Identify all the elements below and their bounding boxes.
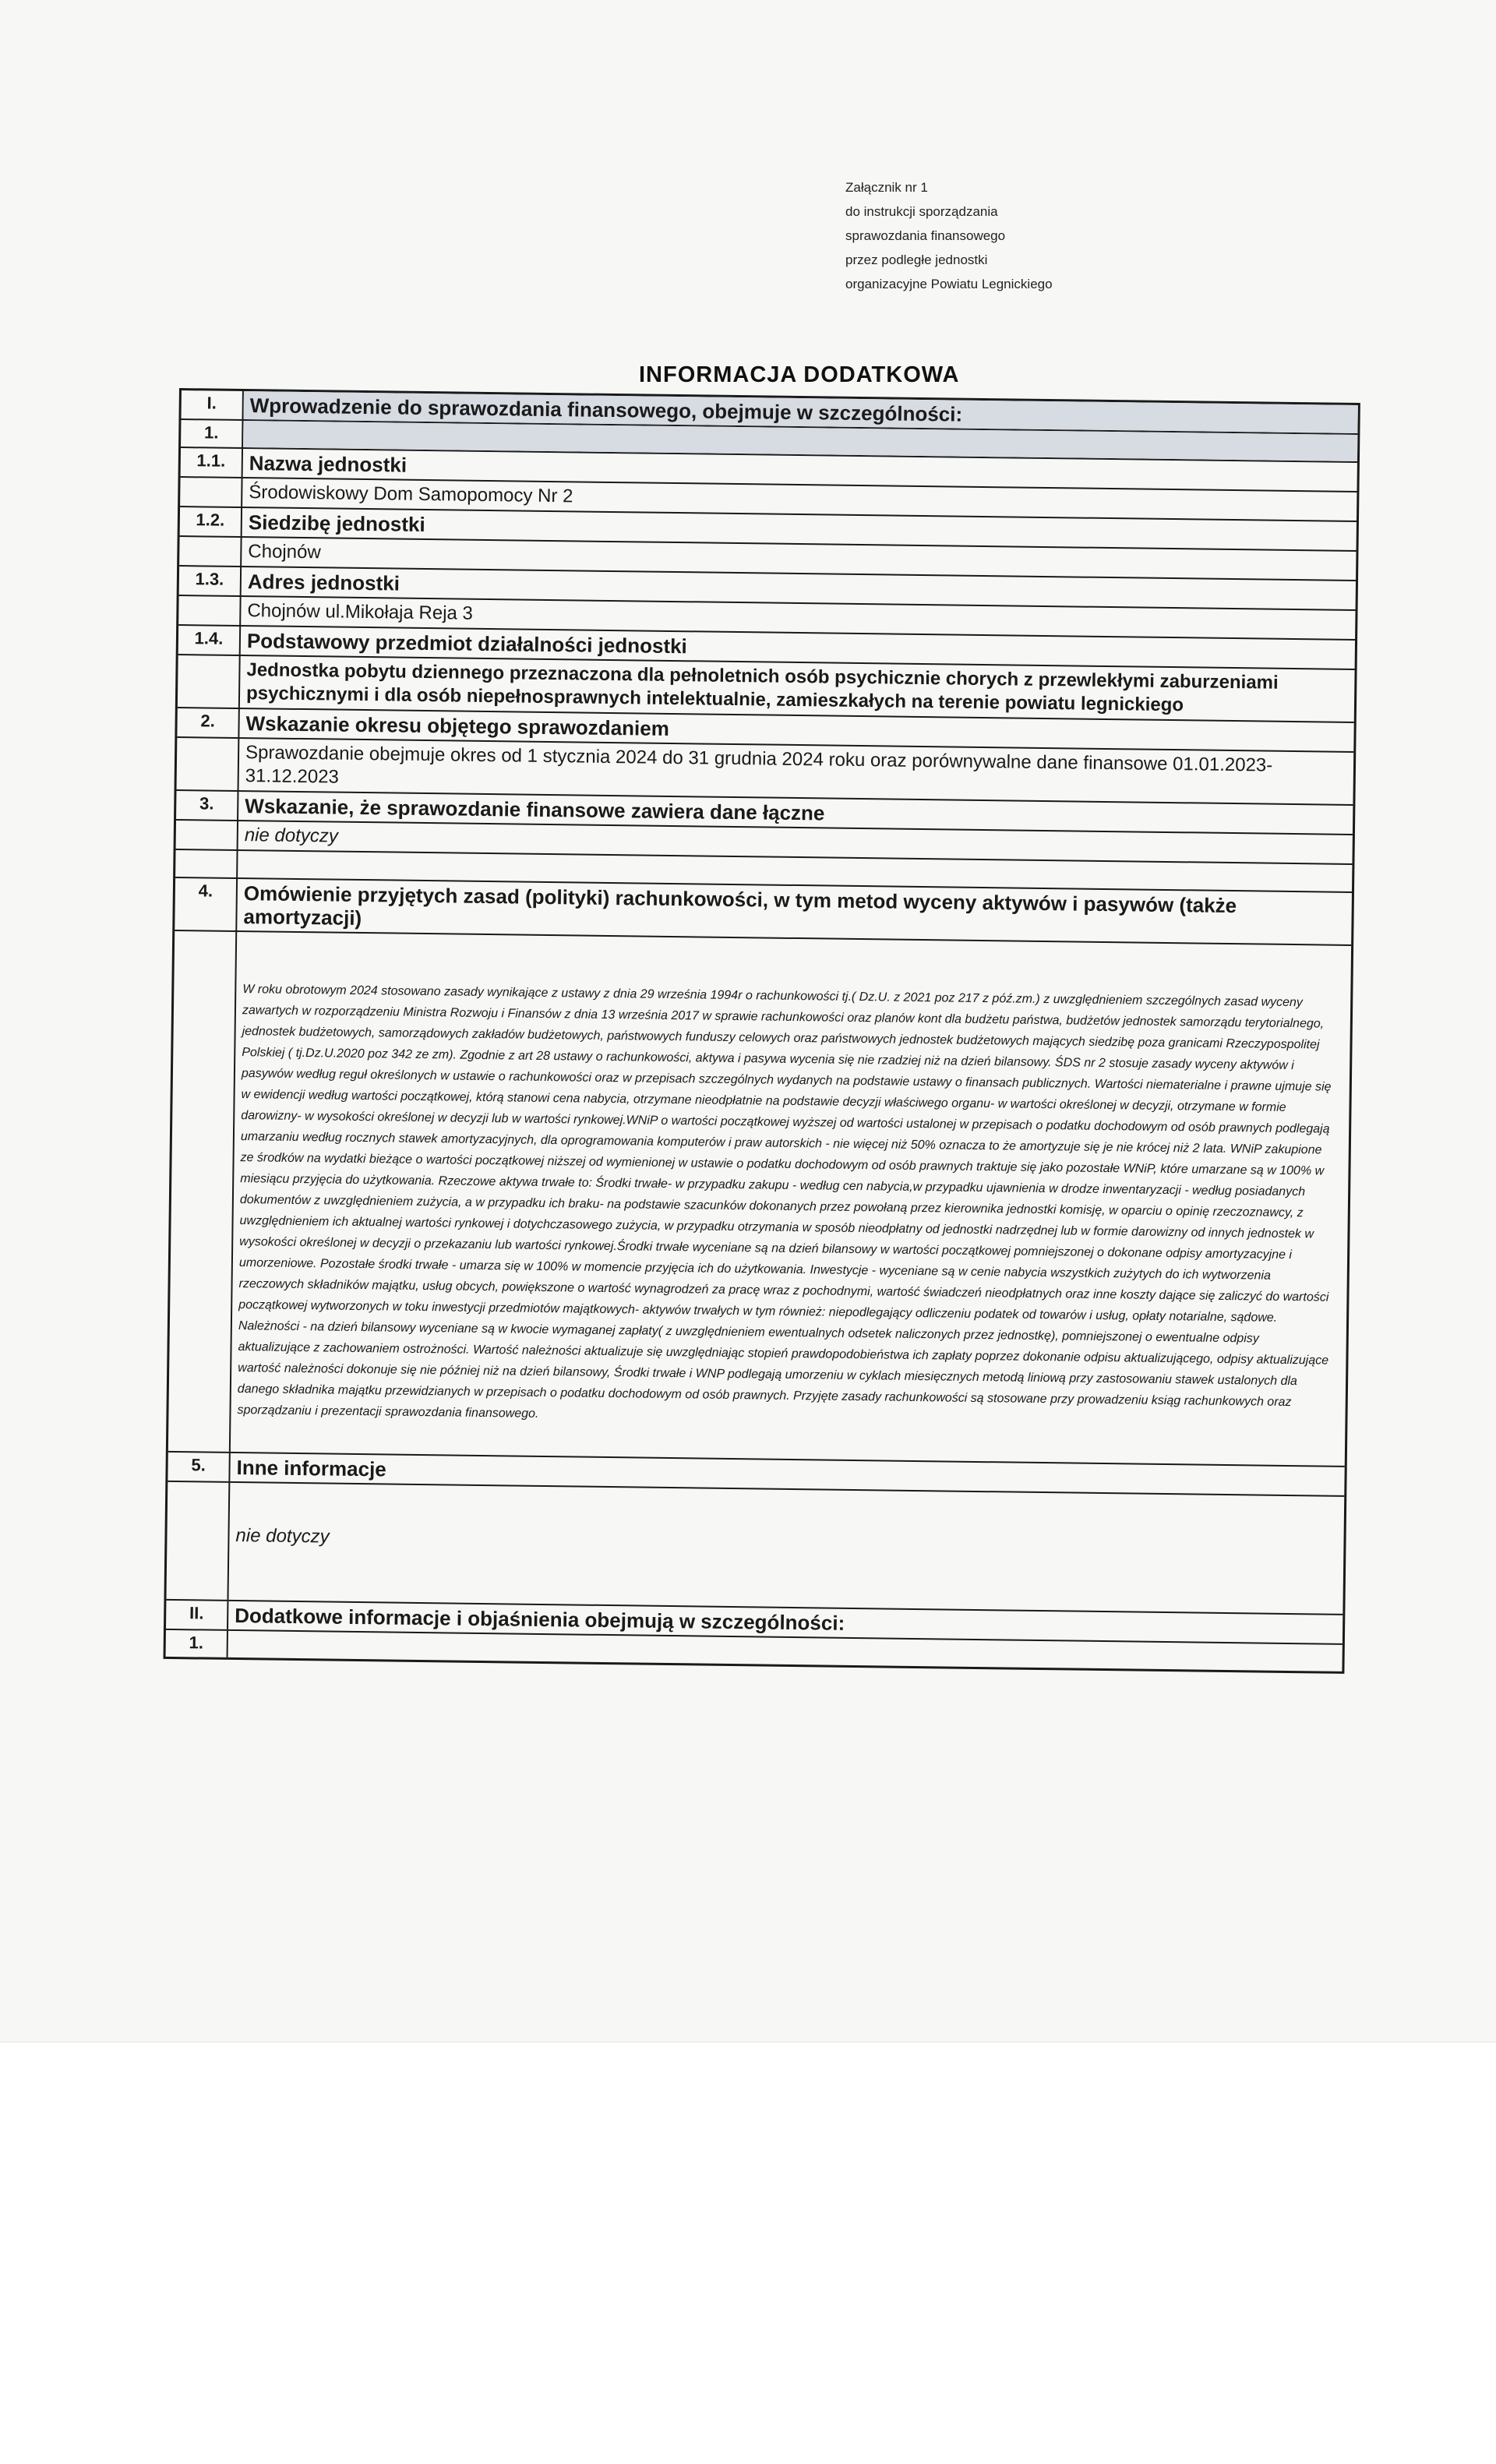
row-number-blank [168, 931, 237, 1452]
row-label: Podstawowy przedmiot działalności jednostki [246, 629, 687, 658]
accounting-policy-text: W roku obrotowym 2024 stosowano zasady wynikające z ustawy z dnia 29 września 1994r o rachunkowości tj.( Dz.U. z 2021 poz 217 z póź.zm.) z uwzględnieniem szczególnych zasad wyceny zawartych w rozporządzeniu Ministra Rozwoju i Finansów z dnia 13 września 2017 w sprawie rachunkowości oraz planów kont dla budżetu państwa, budżetów jednostek samorządu terytorialnego, jednostek budżetowych, samorządowych zakładów budżetowych, państwowych funduszy celowych oraz państwowych jednostek budżetowych mających siedzibę poza granicami Rzeczypospolitej Polskiej ( tj.Dz.U.2020 poz 342 ze zm). Zgodnie z art 28 ustawy o rachunkowości, aktywa i pasywa wycenia się nie rzadziej niż na dzień bilansowy. ŚDS nr 2 stosuje zasady wyceny aktywów i pasywów według reguł określonych w ustawie o rachunkowości oraz w przepisach szczególnych wydanych na podstawie ustawy o finansach publicznych. Wartości niematerialne i prawne ujmuje się w ewidencji według wartości początkowej, którą stanowi cena nabycia, otrzymane nieodpłatnie na podstawie decyzji właściwego organu- w wartości określonej w decyzji, otrzymane w formie darowizny- w wysokości określonej w decyzji lub w wartości rynkowej.WNiP o wartości początkowej wyższej od wartości ustalonej w przepisach o podatku dochodowym od osób prawnych podlegają umarzaniu według rocznych stawek amortyzacyjnych, dla oprogramowania komputerów i praw autorskich - nie więcej niż 50% oznacza to że amortyzuje się je nie krócej niż 2 lata. WNiP zakupione ze środków na wydatki bieżące o wartości początkowej niższej od wymienionej w ustawie o podatku dochodowym od osób prawnych traktuje się jako pozostałe WNiP, które umarzane są w 100% w miesiącu przyjęcia do użytkowania. Rzeczowe aktywa trwałe to: Środki trwałe- w przypadku zakupu - według cen nabycia,w przypadku ujawnienia w drodze inwentaryzacji - według posiadanych dokumentów z uwzględnieniem zużycia, a w przypadku ich braku- na podstawie szacunków dokonanych przez powołaną przez kierownika jednostki komisję, w oparciu o opinię rzeczoznawcy, z uwzględnieniem ich aktualnej wartości rynkowej i dotychczasowego zużycia, w przypadku otrzymania w sposób nieodpłatny od jednostki nadrzędnej lub w formie darowizny od innych jednostek w wysokości określonej w decyzji o przekazaniu lub wartości rynkowej.Środki trwałe wyceniane są na dzień bilansowy w wartości początkowej pomniejszonej o dokonane odpisy amortyzacyjne i umorzeniowe. Pozostałe środki trwałe - umarza się w 100% w momencie przyjęcia ich do użytkowania. Inwestycje - wyceniane są w cenie nabycia wszystkich zużytych do ich wytworzenia rzeczowych składników majątku, usług obcych, powiększone o wartość wynagrodzeń za pracę wraz z pochodnymi, wartość świadczeń nieodpłatnych oraz inne koszty dające się zaliczyć do wartości początkowej wytworzonych w toku inwestycji przedmiotów majątkowych- aktywów trwałych w tym również: niepodlegający odliczeniu podatek od towarów i usług, opłaty notarialne, sądowe. Należności - na dzień bilansowy wyceniane są w kwocie wymaganej zapłaty( z uwzględnieniem ewentualnych odsetek naliczonych przez jednostkę), pomniejszonej o ewentualne odpisy aktualizujące z zachowaniem ostrożności. Wartość należności aktualizuje się uwzględniając stopień prawdopodobieństwa ich zapłaty poprzez dokonanie odpisu aktualizującego, odpisy aktualizujące wartość należności dokonuje się nie później niż na dzień bilansowy, Środki trwałe i WNP podlegają umorzeniu w cyklach miesięcznych metodą liniową przy zastosowaniu stawek ustalonych dla danego składnika majątku przewidzianych w przepisach o podatku dochodowym od osób prawnych. Przyjęte zasady rachunkowości są stosowane przy prowadzeniu ksiąg rachunkowych oraz sporządzaniu i prezentacji sprawozdania finansowego. [237, 983, 1332, 1421]
unit-name-value: Środowiskowy Dom Samopomocy Nr 2 [249, 482, 573, 507]
attachment-note-line: przez podległe jednostki [845, 252, 988, 267]
row-number-blank [180, 478, 242, 507]
period-value: Sprawozdanie obejmuje okres od 1 stycznia 2024 do 31 grudnia 2024 roku oraz porównywalne dane finansowe 01.01.2023-31.12.2023 [245, 742, 1273, 788]
other-value-cell [228, 1483, 1344, 1614]
address-value: Chojnów ul.Mikołaja Reja 3 [247, 600, 474, 624]
combined-value: nie dotyczy [244, 824, 339, 847]
row-number: 1. [166, 1630, 228, 1657]
row-number: 4. [175, 878, 238, 930]
row-label: Nazwa jednostki [249, 451, 408, 477]
row-number: 1.3. [179, 567, 242, 595]
row-label: Inne informacje [236, 1456, 386, 1481]
attachment-note-line: do instrukcji sporządzania [845, 204, 998, 219]
row-number: 5. [168, 1453, 230, 1481]
attachment-note-line: Załącznik nr 1 [845, 180, 928, 195]
document-title: INFORMACJA DODATKOWA [639, 362, 960, 387]
attachment-note-line: organizacyjne Powiatu Legnickiego [845, 277, 1053, 291]
row-label: Wskazanie, że sprawozdanie finansowe zawiera dane łączne [245, 794, 825, 825]
row-label: Wskazanie okresu objętego sprawozdaniem [245, 711, 670, 740]
other-value: nie dotyczy [235, 1525, 330, 1548]
attachment-note-line: sprawozdania finansowego [845, 228, 1006, 243]
section-number: I. [182, 390, 244, 419]
section-number: II. [166, 1601, 228, 1629]
information-table [164, 388, 1360, 1674]
row-number: 1.2. [180, 507, 242, 536]
row-number-blank [176, 821, 238, 849]
row-number-blank [166, 1482, 230, 1600]
row-number: 1. [181, 420, 243, 447]
row-label: Siedzibę jednostki [248, 510, 425, 536]
row-number: 3. [176, 791, 238, 820]
row-number: 1.4. [178, 626, 241, 655]
row-number-blank [175, 850, 238, 877]
row-number-blank [178, 655, 241, 708]
row-number-blank [178, 596, 241, 625]
other-value-row [166, 1481, 1344, 1614]
row-label: Adres jednostki [247, 570, 400, 595]
activity-value: Jednostka pobytu dziennego przeznaczona dla pełnoletnich osób psychicznie chorych z przewlekłymi zaburzeniami psychicznymi i dla osób niepełnosprawnych intelektualnie, zamieszkałych na terenie powiatu legnickiego [245, 659, 1279, 716]
seat-value: Chojnów [248, 541, 321, 563]
row-number-blank [177, 738, 240, 790]
section-heading: Wprowadzenie do sprawozdania finansowego, obejmuje w szczególności: [244, 391, 1358, 433]
row-number-blank [179, 537, 242, 566]
row-label: Omówienie przyjętych zasad (polityki) rachunkowości, w tym metod wyceny aktywów i pasywów (także amortyzacji) [243, 881, 1237, 930]
section-heading: Dodatkowe informacje i objaśnienia obejmują w szczególności: [235, 1604, 845, 1635]
attachment-note [845, 175, 1126, 296]
policy-body-row [168, 930, 1351, 1466]
row-number: 1.1. [181, 448, 243, 477]
row-number: 2. [177, 708, 239, 737]
